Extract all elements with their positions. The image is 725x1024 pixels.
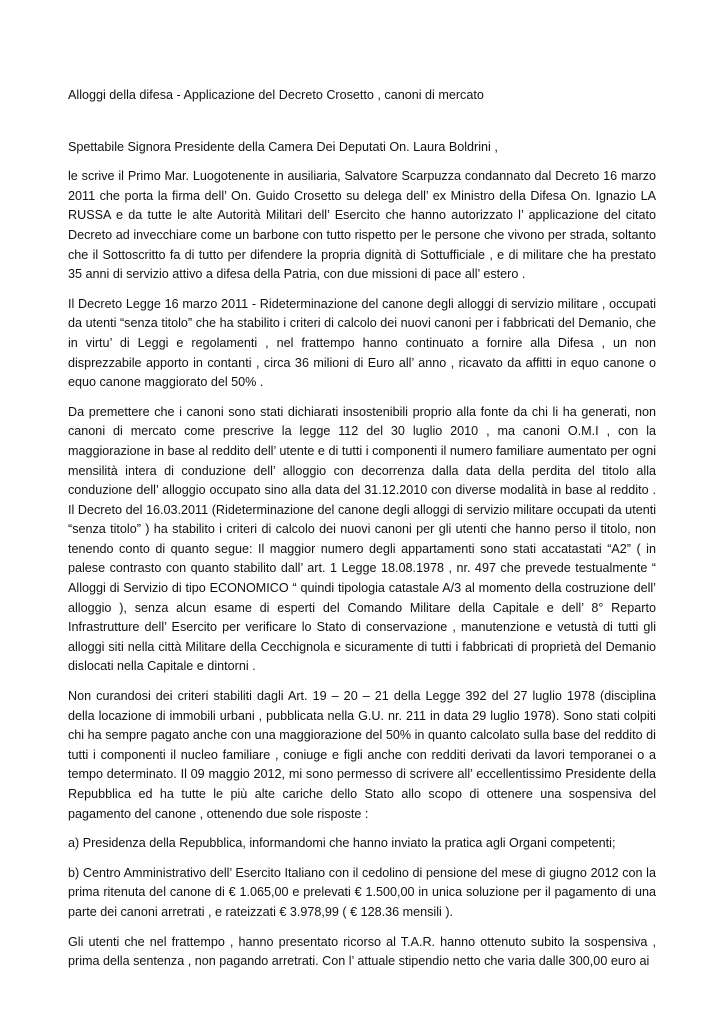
paragraph-1: le scrive il Primo Mar. Luogotenente in ausiliaria, Salvatore Scarpuzza condannato dal Decreto 16 marzo 2011 che porta la firma dell’ On. Guido Crosetto su delega dell’ ex Ministro della Difesa On. Ignazio LA RUSSA e da tutte le alte Autorità Militari dell’ Esercito che hanno autorizzato l’ applicazione del citato Decreto ad invecchiare come un barbone con tutto rispetto per le persone che vivono per strada, soltanto che il Sottoscritto fa di tutto per difendere la propria dignità di Sottufficiale , e di militare che ha prestato 35 anni di servizio attivo a difesa della Patria, con due missioni di pace all’ estero . [68,169,656,282]
salutation: Spettabile Signora Presidente della Camera Dei Deputati On. Laura Boldrini , [68,139,498,154]
document-title: Alloggi della difesa - Applicazione del Decreto Crosetto , canoni di mercato [68,88,484,102]
document-page [68,86,656,972]
paragraph-3: Da premettere che i canoni sono stati dichiarati insostenibili proprio alla fonte da chi li ha generati, non canoni di mercato come prescrive la legge 112 del 30 luglio 2010 , ma canoni O.M.I , con la maggiorazione in base al reddito dell’ utente e di tutti i componenti il numero familiare aumentato per ogni mensilità intera di conduzione dell’ alloggio con decorrenza dalla data della perdita del titolo alla conduzione dell’ alloggio occupato sino alla data del 31.12.2010 con diverse modalità in base al reddito . Il Decreto del 16.03.2011 (Rideterminazione del canone degli alloggi di servizio militare occupati da utenti “senza titolo” ) ha stabilito i criteri di calcolo dei nuovi canoni per gli utenti che hanno perso il titolo, non tenendo conto di quanto segue: Il maggior numero degli appartamenti sono stati accatastati “A2” ( in palese contrasto con quanto stabilito dall’ art. 1 Legge 18.08.1978 , nr. 497 che prevede testualmente “ Alloggi di Servizio di tipo ECONOMICO “ quindi tipologia catastale A/3 al momento della costruzione dell’ alloggio ), senza alcun esame di esperti del Comando Militare della Capitale e dell’ 8° Reparto Infrastrutture dell’ Esercito per verificare lo Stato di conservazione , manutenzione e vetustà di tutti gli alloggi siti nella città Militare della Cecchignola e sicuramente di tutti i fabbricati di proprietà del Demanio dislocati nella Capitale e dintorni . [68,404,656,674]
paragraph-5: a) Presidenza della Repubblica, informandomi che hanno inviato la pratica agli Organi competenti; [68,836,616,851]
paragraph-4: Non curandosi dei criteri stabiliti dagli Art. 19 – 20 – 21 della Legge 392 del 27 luglio 1978 (disciplina della locazione di immobili urbani , pubblicata nella G.U. nr. 211 in data 29 luglio 1978). Sono stati colpiti chi ha sempre pagato anche con una maggiorazione del 50% in quanto calcolato sulla base del reddito di tutti i componenti il nucleo familiare , coniuge e figli anche con redditi derivati da lavori temporanei o a tempo determinato. Il 09 maggio 2012, mi sono permesso di scrivere all’ eccellentissimo Presidente della Repubblica ed ha tutte le più alte cariche dello Stato allo scopo di ottenere una sospensiva del pagamento del canone , ottenendo due sole risposte : [68,689,656,821]
paragraph-6: b) Centro Amministrativo dell’ Esercito Italiano con il cedolino di pensione del mese di giugno 2012 con la prima ritenuta del canone di € 1.065,00 e prelevati € 1.500,00 in unica soluzione per il pagamento di una parte dei canoni arretrati , e rateizzati € 3.978,99 ( € 128.36 mensili ). [68,865,656,919]
paragraph-7: Gli utenti che nel frattempo , hanno presentato ricorso al T.A.R. hanno ottenuto subito la sospensiva , prima della sentenza , non pagando arretrati. Con l’ attuale stipendio netto che varia dalle 300,00 euro ai [68,934,656,969]
paragraph-2: Il Decreto Legge 16 marzo 2011 - Rideterminazione del canone degli alloggi di servizio militare , occupati da utenti “senza titolo” che ha stabilito i criteri di calcolo dei nuovi canoni per i fabbricati del Demanio, che in virtu’ di Leggi e regolamenti , nel frattempo hanno continuato a fornire alla Difesa , un non disprezzabile apporto in contanti , circa 36 milioni di Euro all’ anno , ricavato da affitti in equo canone o equo canone maggiorato del 50% . [68,296,656,390]
